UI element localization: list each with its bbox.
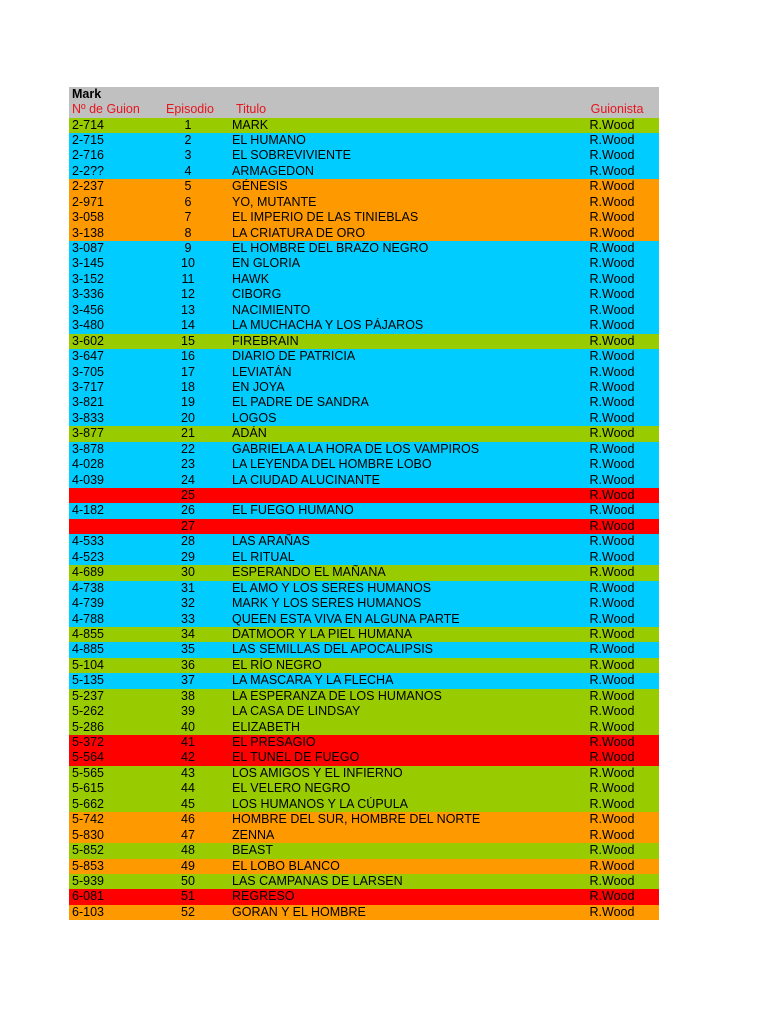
cell-episodio: 46 — [181, 812, 195, 827]
table-row — [69, 766, 659, 781]
table-row — [69, 148, 659, 163]
cell-guion: 6-103 — [72, 904, 104, 919]
cell-episodio: 43 — [181, 765, 195, 780]
cell-guion: 3-833 — [72, 410, 104, 425]
cell-guionista: R.Wood — [589, 117, 635, 132]
table-row — [69, 859, 659, 874]
cell-titulo: REGRESO — [232, 889, 295, 904]
cell-guionista: R.Wood — [589, 904, 635, 919]
cell-titulo: EL FUEGO HUMANO — [232, 503, 354, 518]
cell-titulo: LA MASCARA Y LA FLECHA — [232, 673, 394, 688]
cell-episodio: 4 — [184, 163, 192, 178]
table-row — [69, 843, 659, 858]
table-row — [69, 303, 659, 318]
table-row — [69, 581, 659, 596]
cell-guion: 3-058 — [72, 210, 104, 225]
header-guionista: Guionista — [590, 102, 644, 116]
table-row — [69, 565, 659, 580]
cell-guionista: R.Wood — [589, 534, 635, 549]
cell-guionista: R.Wood — [589, 688, 635, 703]
cell-titulo: LA CIUDAD ALUCINANTE — [232, 472, 380, 487]
cell-guionista: R.Wood — [589, 657, 635, 672]
table-row — [69, 210, 659, 225]
table-row — [69, 612, 659, 627]
cell-guionista: R.Wood — [589, 596, 635, 611]
cell-guionista: R.Wood — [589, 441, 635, 456]
table-row — [69, 164, 659, 179]
cell-guion: 3-152 — [72, 271, 104, 286]
cell-guion: 5-286 — [72, 719, 104, 734]
table-row — [69, 797, 659, 812]
table-row — [69, 550, 659, 565]
cell-guion: 2-715 — [72, 132, 104, 147]
sheet-title: Mark — [69, 87, 659, 102]
cell-guionista: R.Wood — [589, 889, 635, 904]
cell-guionista: R.Wood — [589, 410, 635, 425]
cell-guionista: R.Wood — [589, 827, 635, 842]
table-row — [69, 226, 659, 241]
cell-guion: 5-104 — [72, 657, 104, 672]
cell-guionista: R.Wood — [589, 812, 635, 827]
cell-titulo: GORAN Y EL HOMBRE — [232, 904, 366, 919]
cell-guion: 5-853 — [72, 858, 104, 873]
cell-titulo: LA CRIATURA DE ORO — [232, 225, 366, 240]
cell-guion: 3-138 — [72, 225, 104, 240]
cell-guionista: R.Wood — [589, 241, 635, 255]
spreadsheet-table — [69, 87, 659, 920]
cell-guionista: R.Wood — [589, 565, 635, 580]
cell-guionista: R.Wood — [589, 426, 635, 441]
cell-episodio: 3 — [184, 148, 192, 163]
table-row — [69, 905, 659, 920]
table-row — [69, 473, 659, 488]
cell-titulo: EL TUNEL DE FUEGO — [232, 750, 360, 765]
cell-guion: 3-647 — [72, 349, 104, 364]
cell-episodio: 22 — [181, 441, 195, 456]
cell-guionista: R.Wood — [589, 673, 635, 688]
cell-guionista: R.Wood — [589, 796, 635, 811]
cell-episodio: 25 — [181, 488, 195, 502]
cell-episodio: 32 — [181, 596, 195, 611]
cell-titulo: BEAST — [232, 843, 273, 858]
cell-titulo: EL SOBREVIVIENTE — [232, 148, 352, 163]
header-episodio: Episodio — [166, 102, 214, 116]
cell-guionista: R.Wood — [589, 549, 635, 564]
cell-guionista: R.Wood — [589, 179, 635, 194]
cell-guion: 5-742 — [72, 812, 104, 827]
cell-guion: 3-705 — [72, 364, 104, 379]
cell-titulo: ZENNA — [232, 827, 275, 842]
cell-titulo: LA ESPERANZA DE LOS HUMANOS — [232, 688, 442, 703]
cell-guionista: R.Wood — [589, 318, 635, 333]
cell-guionista: R.Wood — [589, 256, 635, 271]
cell-episodio: 11 — [181, 271, 195, 286]
table-row — [69, 133, 659, 148]
cell-guionista: R.Wood — [589, 843, 635, 858]
cell-guionista: R.Wood — [589, 611, 635, 626]
cell-guion: 4-182 — [72, 503, 104, 518]
cell-guion: 3-878 — [72, 441, 104, 456]
cell-guionista: R.Wood — [589, 302, 635, 317]
cell-episodio: 41 — [181, 735, 195, 749]
cell-guionista: R.Wood — [589, 765, 635, 780]
cell-episodio: 42 — [181, 750, 195, 765]
cell-titulo: EL HOMBRE DEL BRAZO NEGRO — [232, 241, 429, 255]
cell-guionista: R.Wood — [589, 395, 635, 410]
cell-episodio: 36 — [181, 657, 195, 672]
cell-guion: 3-821 — [72, 395, 104, 410]
cell-titulo: LAS ARAÑAS — [232, 534, 310, 549]
cell-episodio: 18 — [181, 379, 195, 394]
cell-episodio: 45 — [181, 796, 195, 811]
cell-guion: 4-885 — [72, 642, 104, 657]
cell-titulo: HAWK — [232, 271, 270, 286]
table-row — [69, 365, 659, 380]
cell-guion: 5-564 — [72, 750, 104, 765]
cell-titulo: EL RÍO NEGRO — [232, 657, 322, 672]
cell-titulo: ARMAGEDON — [232, 163, 314, 178]
cell-titulo: LOS HUMANOS Y LA CÚPULA — [232, 796, 408, 811]
table-row — [69, 673, 659, 688]
cell-titulo: EN JOYA — [232, 379, 285, 394]
table-row — [69, 426, 659, 441]
cell-episodio: 16 — [181, 349, 195, 364]
cell-titulo: ADÁN — [232, 426, 267, 441]
table-row — [69, 889, 659, 904]
cell-titulo: ELIZABETH — [232, 719, 301, 734]
cell-guionista: R.Wood — [589, 379, 635, 394]
cell-episodio: 38 — [181, 688, 195, 703]
table-row — [69, 534, 659, 549]
table-row — [69, 334, 659, 349]
cell-guion: 5-939 — [72, 873, 104, 888]
cell-titulo: LA LEYENDA DEL HOMBRE LOBO — [232, 457, 432, 472]
table-row — [69, 720, 659, 735]
cell-guion: 3-087 — [72, 241, 104, 255]
cell-guionista: R.Wood — [589, 580, 635, 595]
cell-episodio: 34 — [181, 626, 195, 641]
cell-episodio: 49 — [181, 858, 195, 873]
cell-titulo: FIREBRAIN — [232, 333, 299, 348]
cell-titulo: LOS AMIGOS Y EL INFIERNO — [232, 765, 403, 780]
cell-guion: 2-714 — [72, 117, 104, 132]
table-row — [69, 658, 659, 673]
cell-episodio: 50 — [181, 873, 195, 888]
cell-titulo: ESPERANDO EL MAÑANA — [232, 565, 386, 580]
cell-guionista: R.Wood — [589, 349, 635, 364]
cell-guion: 2-237 — [72, 179, 104, 194]
cell-episodio: 26 — [181, 503, 195, 518]
cell-guionista: R.Wood — [589, 132, 635, 147]
cell-guionista: R.Wood — [589, 750, 635, 765]
cell-guionista: R.Wood — [589, 503, 635, 518]
cell-episodio: 30 — [181, 565, 195, 580]
cell-guionista: R.Wood — [589, 472, 635, 487]
cell-episodio: 23 — [181, 457, 195, 472]
cell-guion: 4-039 — [72, 472, 104, 487]
table-row — [69, 627, 659, 642]
cell-titulo: HOMBRE DEL SUR, HOMBRE DEL NORTE — [232, 812, 481, 827]
cell-episodio: 29 — [181, 549, 195, 564]
cell-episodio: 27 — [181, 518, 195, 533]
table-row — [69, 735, 659, 750]
cell-titulo: EL VELERO NEGRO — [232, 781, 351, 796]
cell-titulo: EL PRESAGIO — [232, 735, 316, 749]
table-row — [69, 519, 659, 534]
cell-guion: 5-565 — [72, 765, 104, 780]
cell-titulo: LOGOS — [232, 410, 277, 425]
cell-guion: 2-716 — [72, 148, 104, 163]
cell-titulo: GÉNESIS — [232, 179, 288, 194]
cell-titulo: LA MUCHACHA Y LOS PÁJAROS — [232, 318, 424, 333]
cell-titulo: LEVIATÁN — [232, 364, 292, 379]
table-row — [69, 874, 659, 889]
cell-guionista: R.Wood — [589, 642, 635, 657]
cell-titulo: QUEEN ESTA VIVA EN ALGUNA PARTE — [232, 611, 460, 626]
cell-guion: 4-855 — [72, 626, 104, 641]
cell-episodio: 35 — [181, 642, 195, 657]
cell-guion: 2-971 — [72, 194, 104, 209]
cell-guionista: R.Wood — [589, 333, 635, 348]
cell-guion: 3-877 — [72, 426, 104, 441]
cell-guionista: R.Wood — [589, 210, 635, 225]
cell-guion: 5-262 — [72, 704, 104, 719]
cell-episodio: 20 — [181, 410, 195, 425]
cell-guionista: R.Wood — [589, 735, 635, 749]
cell-guionista: R.Wood — [589, 148, 635, 163]
cell-episodio: 2 — [184, 132, 192, 147]
table-row — [69, 704, 659, 719]
cell-episodio: 7 — [184, 210, 192, 225]
table-row — [69, 503, 659, 518]
cell-episodio: 48 — [181, 843, 195, 858]
cell-episodio: 40 — [181, 719, 195, 734]
header-guion: Nº de Guion — [72, 102, 140, 116]
cell-episodio: 6 — [184, 194, 192, 209]
cell-guionista: R.Wood — [589, 225, 635, 240]
table-row — [69, 411, 659, 426]
table-row — [69, 596, 659, 611]
table-row — [69, 457, 659, 472]
table-row — [69, 750, 659, 765]
cell-guionista: R.Wood — [589, 163, 635, 178]
cell-guion: 4-523 — [72, 549, 104, 564]
cell-guion: 5-830 — [72, 827, 104, 842]
cell-episodio: 10 — [181, 256, 195, 271]
table-row — [69, 642, 659, 657]
cell-guionista: R.Wood — [589, 457, 635, 472]
cell-guion: 4-689 — [72, 565, 104, 580]
cell-titulo: LA CASA DE LINDSAY — [232, 704, 361, 719]
cell-episodio: 31 — [181, 580, 195, 595]
cell-titulo: MARK Y LOS SERES HUMANOS — [232, 596, 422, 611]
table-row — [69, 118, 659, 133]
table-row — [69, 812, 659, 827]
cell-guionista: R.Wood — [589, 287, 635, 302]
cell-guion: 5-135 — [72, 673, 104, 688]
cell-guionista: R.Wood — [589, 781, 635, 796]
cell-episodio: 12 — [181, 287, 195, 302]
cell-guion: 2-2?? — [72, 163, 104, 178]
cell-episodio: 37 — [181, 673, 195, 688]
cell-guionista: R.Wood — [589, 704, 635, 719]
cell-titulo: YO, MUTANTE — [232, 194, 317, 209]
cell-guion: 6-081 — [72, 889, 104, 904]
cell-guion: 3-336 — [72, 287, 104, 302]
table-row — [69, 195, 659, 210]
table-row — [69, 272, 659, 287]
cell-episodio: 14 — [181, 318, 195, 333]
table-row — [69, 380, 659, 395]
cell-episodio: 9 — [184, 241, 192, 255]
cell-guion: 3-456 — [72, 302, 104, 317]
table-body — [69, 118, 659, 921]
cell-episodio: 17 — [181, 364, 195, 379]
cell-titulo: DATMOOR Y LA PIEL HUMANA — [232, 626, 413, 641]
cell-guion: 3-717 — [72, 379, 104, 394]
cell-guionista: R.Wood — [589, 719, 635, 734]
table-row — [69, 241, 659, 256]
cell-episodio: 47 — [181, 827, 195, 842]
header-row — [69, 102, 659, 118]
cell-episodio: 33 — [181, 611, 195, 626]
table-row — [69, 442, 659, 457]
cell-guionista: R.Wood — [589, 194, 635, 209]
cell-episodio: 15 — [181, 333, 195, 348]
cell-guion: 5-852 — [72, 843, 104, 858]
cell-episodio: 5 — [184, 179, 192, 194]
cell-titulo: EL RITUAL — [232, 549, 295, 564]
table-row — [69, 488, 659, 503]
table-row — [69, 349, 659, 364]
cell-episodio: 13 — [181, 302, 195, 317]
cell-episodio: 51 — [181, 889, 195, 904]
cell-guion: 5-615 — [72, 781, 104, 796]
header-titulo: Titulo — [236, 102, 267, 116]
cell-guionista: R.Wood — [589, 488, 635, 502]
cell-titulo: LAS SEMILLAS DEL APOCALIPSIS — [232, 642, 434, 657]
cell-episodio: 44 — [181, 781, 195, 796]
table-row — [69, 828, 659, 843]
cell-guionista: R.Wood — [589, 518, 635, 533]
cell-episodio: 19 — [181, 395, 195, 410]
cell-guionista: R.Wood — [589, 364, 635, 379]
cell-guion: 5-237 — [72, 688, 104, 703]
cell-guion: 5-372 — [72, 735, 104, 749]
cell-guion: 5-662 — [72, 796, 104, 811]
cell-titulo: LAS CAMPANAS DE LARSEN — [232, 873, 403, 888]
table-row — [69, 318, 659, 333]
cell-guionista: R.Wood — [589, 873, 635, 888]
cell-titulo: EL PADRE DE SANDRA — [232, 395, 369, 410]
cell-titulo: EN GLORIA — [232, 256, 301, 271]
cell-titulo: EL HUMANO — [232, 132, 306, 147]
cell-episodio: 1 — [184, 117, 192, 132]
table-row — [69, 287, 659, 302]
cell-titulo: MARK — [232, 117, 269, 132]
cell-titulo: DIARIO DE PATRICIA — [232, 349, 356, 364]
cell-guion: 4-788 — [72, 611, 104, 626]
cell-guionista: R.Wood — [589, 858, 635, 873]
cell-guion: 3-145 — [72, 256, 104, 271]
table-row — [69, 256, 659, 271]
cell-episodio: 39 — [181, 704, 195, 719]
cell-titulo: GABRIELA A LA HORA DE LOS VAMPIROS — [232, 441, 480, 456]
cell-titulo: EL AMO Y LOS SERES HUMANOS — [232, 580, 432, 595]
cell-titulo: EL IMPERIO DE LAS TINIEBLAS — [232, 210, 419, 225]
cell-guion: 3-480 — [72, 318, 104, 333]
table-row — [69, 179, 659, 194]
cell-titulo: NACIMIENTO — [232, 302, 311, 317]
cell-guion: 4-739 — [72, 596, 104, 611]
cell-guion: 4-028 — [72, 457, 104, 472]
cell-episodio: 52 — [181, 904, 195, 919]
table-row — [69, 781, 659, 796]
cell-titulo: EL LOBO BLANCO — [232, 858, 340, 873]
cell-episodio: 21 — [181, 426, 195, 441]
cell-episodio: 8 — [184, 225, 192, 240]
cell-guion: 4-533 — [72, 534, 104, 549]
cell-titulo: CIBORG — [232, 287, 282, 302]
cell-guionista: R.Wood — [589, 626, 635, 641]
table-row — [69, 689, 659, 704]
table-row — [69, 395, 659, 410]
cell-episodio: 24 — [181, 472, 195, 487]
cell-guionista: R.Wood — [589, 271, 635, 286]
cell-episodio: 28 — [181, 534, 195, 549]
cell-guion: 3-602 — [72, 333, 104, 348]
cell-guion: 4-738 — [72, 580, 104, 595]
